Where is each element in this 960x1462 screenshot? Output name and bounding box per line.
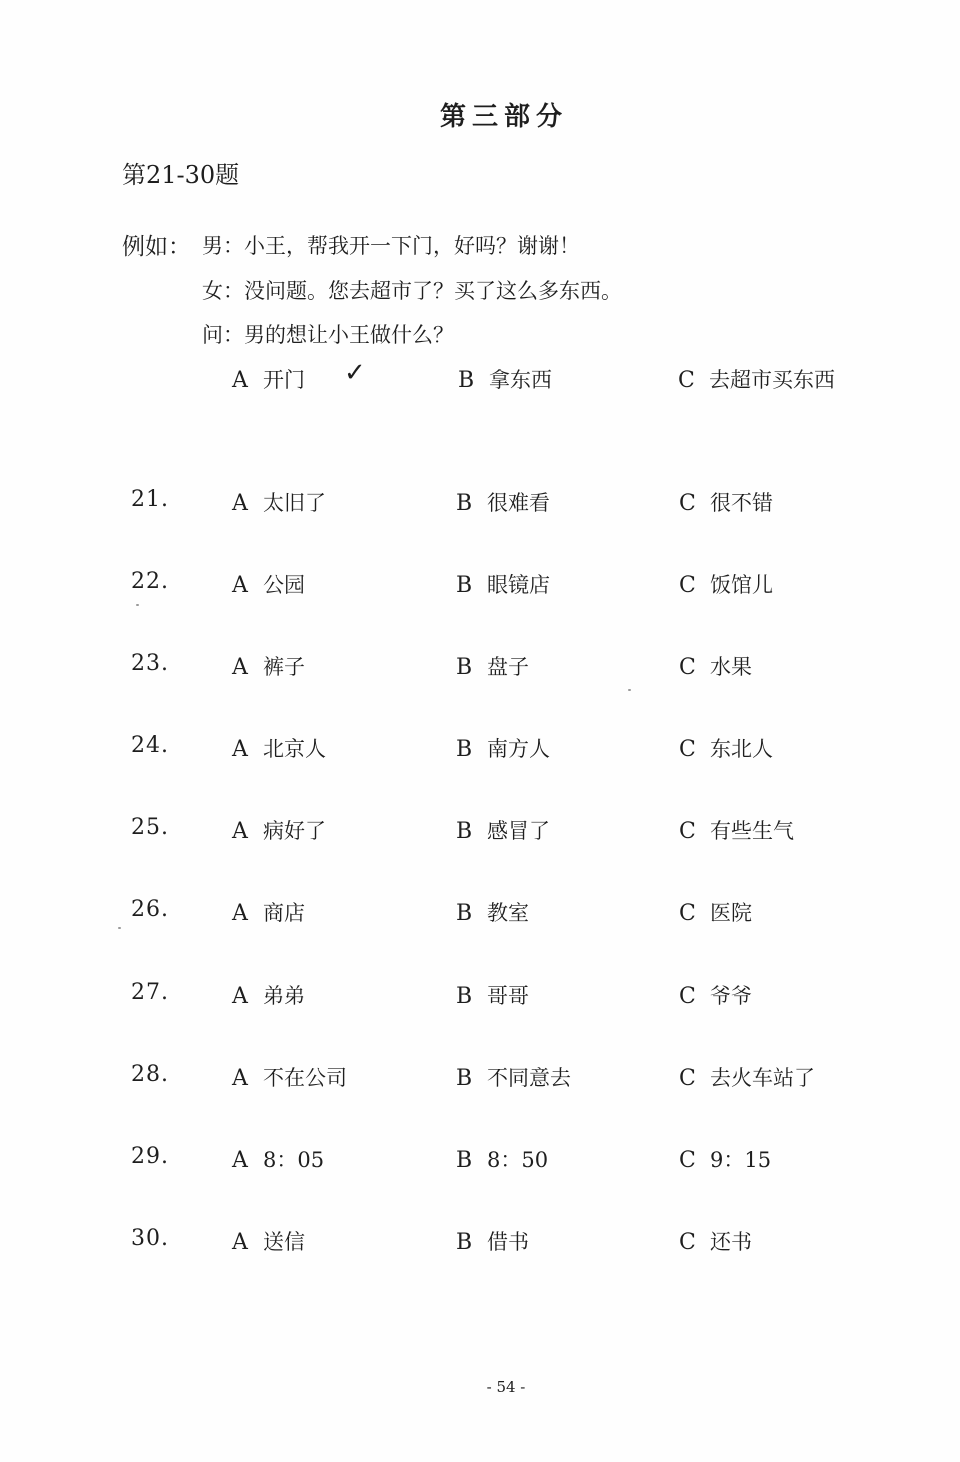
- option-text: 裤子: [263, 655, 305, 680]
- option-letter: B: [458, 368, 475, 393]
- option-text: 水果: [710, 655, 752, 680]
- option-c: [679, 569, 773, 599]
- question-row: [0, 1226, 960, 1308]
- question-row: [0, 651, 960, 733]
- question-number: 24.: [131, 733, 169, 759]
- option-c: [679, 1144, 771, 1174]
- option-letter: A: [232, 819, 248, 845]
- question-row: [0, 815, 960, 897]
- option-a: [232, 980, 305, 1010]
- option-letter: C: [679, 1065, 696, 1091]
- option-letter: A: [232, 573, 248, 599]
- question-number: 26.: [131, 897, 169, 923]
- option-text: 病好了: [263, 819, 326, 844]
- option-text: 不在公司: [263, 1065, 347, 1090]
- option-text: 8：05: [263, 1147, 325, 1172]
- option-text: 去超市买东西: [709, 368, 835, 392]
- option-letter: A: [232, 1229, 248, 1255]
- scan-speck: [628, 689, 631, 691]
- section-title: 第三部分: [439, 102, 568, 132]
- option-text: 很不错: [710, 491, 773, 515]
- question-row: [0, 897, 960, 979]
- option-text: 医院: [710, 901, 752, 926]
- example-options: [122, 358, 882, 394]
- option-text: 哥哥: [487, 983, 529, 1008]
- option-letter: B: [456, 737, 473, 763]
- example-label: 例如：: [122, 234, 191, 260]
- option-a: [232, 815, 326, 845]
- question-number: 29.: [131, 1143, 169, 1169]
- option-letter: B: [456, 1147, 473, 1173]
- option-a: [232, 487, 326, 517]
- option-text: 有些生气: [710, 819, 794, 844]
- option-text: 借书: [487, 1229, 529, 1254]
- question-number: 28.: [131, 1061, 169, 1087]
- option-text: 盘子: [487, 655, 529, 680]
- option-b: [456, 980, 529, 1010]
- example-option-b: [458, 364, 552, 394]
- option-text: 还书: [710, 1229, 752, 1254]
- question-row: [0, 980, 960, 1062]
- option-letter: B: [456, 573, 473, 599]
- option-b: [456, 487, 550, 517]
- option-b: [456, 1144, 548, 1174]
- option-c: [679, 897, 752, 927]
- option-text: 公园: [263, 573, 305, 598]
- option-letter: C: [679, 819, 696, 845]
- option-b: [456, 897, 529, 927]
- question-row: [0, 1062, 960, 1144]
- page-number: - 54 -: [486, 1378, 526, 1396]
- option-text: 教室: [487, 901, 529, 926]
- check-mark-icon: ✓: [344, 358, 366, 388]
- option-text: 东北人: [710, 737, 773, 762]
- example-option-c: [678, 364, 835, 394]
- option-letter: A: [232, 1065, 248, 1091]
- option-letter: C: [679, 1147, 696, 1173]
- option-letter: C: [679, 491, 696, 516]
- question-number: 27.: [131, 979, 169, 1005]
- option-letter: B: [456, 1229, 473, 1255]
- option-letter: A: [232, 737, 248, 763]
- option-text: 北京人: [263, 737, 326, 762]
- option-letter: C: [678, 368, 695, 393]
- option-text: 9：15: [710, 1147, 772, 1172]
- option-text: 商店: [263, 901, 305, 926]
- option-c: [679, 1226, 752, 1256]
- option-c: [679, 733, 773, 763]
- option-b: [456, 1062, 571, 1092]
- option-c: [679, 980, 752, 1010]
- option-b: [456, 651, 529, 681]
- option-letter: A: [232, 491, 248, 516]
- option-a: [232, 1226, 305, 1256]
- option-text: 很难看: [487, 491, 550, 515]
- option-letter: C: [679, 737, 696, 763]
- question-row: [0, 487, 960, 569]
- option-b: [456, 569, 550, 599]
- option-text: 南方人: [487, 737, 550, 762]
- question-number: 30.: [131, 1225, 169, 1251]
- option-text: 眼镜店: [487, 573, 550, 598]
- option-a: [232, 1144, 324, 1174]
- option-a: [232, 651, 305, 681]
- option-text: 饭馆儿: [710, 573, 773, 598]
- example-line-woman: 女：没问题。您去超市了？买了这么多东西。: [202, 279, 622, 303]
- example-line-man: 男：小王，帮我开一下门，好吗？谢谢！: [202, 234, 580, 258]
- scan-speck: [118, 927, 121, 929]
- question-number: 21.: [131, 487, 169, 512]
- option-letter: C: [679, 1229, 696, 1255]
- option-letter: B: [456, 983, 473, 1009]
- option-b: [456, 815, 550, 845]
- option-a: [232, 897, 305, 927]
- option-letter: C: [679, 901, 696, 927]
- example-option-a: [232, 364, 305, 394]
- option-b: [456, 1226, 529, 1256]
- option-letter: B: [456, 655, 473, 681]
- question-range-label: 第21-30题: [122, 161, 240, 189]
- option-letter: A: [232, 1147, 248, 1173]
- option-letter: B: [456, 1065, 473, 1091]
- option-letter: B: [456, 901, 473, 927]
- option-c: [679, 651, 752, 681]
- option-a: [232, 1062, 347, 1092]
- option-letter: C: [679, 573, 696, 599]
- question-number: 22.: [131, 569, 169, 595]
- option-text: 开门: [263, 368, 305, 392]
- option-text: 去火车站了: [710, 1065, 815, 1090]
- option-letter: C: [679, 983, 696, 1009]
- option-letter: C: [679, 655, 696, 681]
- question-row: [0, 1144, 960, 1226]
- option-letter: A: [232, 901, 248, 927]
- option-text: 不同意去: [487, 1065, 571, 1090]
- question-list: [0, 487, 960, 1308]
- option-letter: B: [456, 819, 473, 845]
- option-letter: A: [232, 368, 248, 393]
- question-row: [0, 733, 960, 815]
- scan-speck: [136, 604, 139, 606]
- option-c: [679, 487, 773, 517]
- option-text: 8：50: [487, 1147, 549, 1172]
- question-number: 23.: [131, 651, 169, 677]
- option-text: 感冒了: [487, 819, 550, 844]
- option-text: 送信: [263, 1229, 305, 1254]
- option-letter: A: [232, 983, 248, 1009]
- question-row: [0, 569, 960, 651]
- option-b: [456, 733, 550, 763]
- option-text: 爷爷: [710, 983, 752, 1008]
- option-text: 太旧了: [263, 491, 326, 515]
- option-a: [232, 569, 305, 599]
- option-letter: B: [456, 491, 473, 516]
- option-c: [679, 1062, 815, 1092]
- option-letter: A: [232, 655, 248, 681]
- option-text: 拿东西: [489, 368, 552, 392]
- option-a: [232, 733, 326, 763]
- option-c: [679, 815, 794, 845]
- example-line-question: 问：男的想让小王做什么？: [202, 323, 454, 347]
- question-number: 25.: [131, 815, 169, 841]
- option-text: 弟弟: [263, 983, 305, 1008]
